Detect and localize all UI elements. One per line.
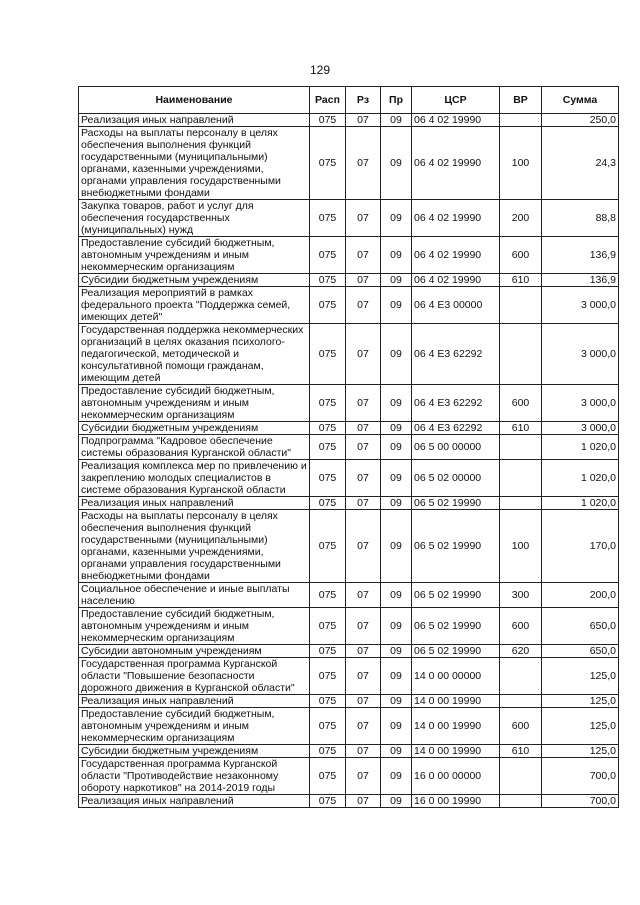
cell-rz: 07 <box>346 200 381 237</box>
cell-vr <box>500 695 542 708</box>
cell-name: Расходы на выплаты персоналу в целях обеспечения выполнения функций государственными (муниципальными) органами, казенными учреждениями, органами управления государственными внебюджетными фондами <box>79 127 310 200</box>
table-row <box>79 422 619 435</box>
cell-pr: 09 <box>381 645 412 658</box>
cell-name: Реализация иных направлений <box>79 695 310 708</box>
cell-name: Реализация мероприятий в рамках федерального проекта "Поддержка семей, имеющих детей" <box>79 287 310 324</box>
cell-pr: 09 <box>381 200 412 237</box>
cell-rz: 07 <box>346 510 381 583</box>
cell-csr: 06 5 02 19990 <box>412 510 500 583</box>
cell-vr <box>500 758 542 795</box>
cell-vr: 200 <box>500 200 542 237</box>
cell-pr: 09 <box>381 237 412 274</box>
cell-sum: 250,0 <box>542 114 619 127</box>
cell-pr: 09 <box>381 385 412 422</box>
cell-rz: 07 <box>346 274 381 287</box>
table-row <box>79 274 619 287</box>
table-row <box>79 583 619 608</box>
cell-sum: 125,0 <box>542 695 619 708</box>
cell-rasp: 075 <box>310 795 346 808</box>
cell-rz: 07 <box>346 324 381 385</box>
cell-csr: 06 4 02 19990 <box>412 127 500 200</box>
cell-csr: 06 5 02 19990 <box>412 608 500 645</box>
cell-name: Предоставление субсидий бюджетным, автономным учреждениям и иным некоммерческим организациям <box>79 608 310 645</box>
cell-pr: 09 <box>381 695 412 708</box>
cell-name: Социальное обеспечение и иные выплаты населению <box>79 583 310 608</box>
cell-rasp: 075 <box>310 645 346 658</box>
cell-rz: 07 <box>346 460 381 497</box>
cell-vr: 600 <box>500 237 542 274</box>
cell-name: Государственная программа Курганской области "Повышение безопасности дорожного движения в Курганской области" <box>79 658 310 695</box>
cell-vr <box>500 287 542 324</box>
cell-vr: 610 <box>500 422 542 435</box>
cell-sum: 125,0 <box>542 658 619 695</box>
cell-sum: 1 020,0 <box>542 497 619 510</box>
cell-sum: 136,9 <box>542 237 619 274</box>
cell-pr: 09 <box>381 422 412 435</box>
cell-rasp: 075 <box>310 497 346 510</box>
cell-name: Реализация иных направлений <box>79 497 310 510</box>
cell-csr: 06 5 02 19990 <box>412 497 500 510</box>
cell-rasp: 075 <box>310 708 346 745</box>
table-row <box>79 695 619 708</box>
cell-csr: 14 0 00 19990 <box>412 708 500 745</box>
cell-name: Предоставление субсидий бюджетным, автономным учреждениям и иным некоммерческим организациям <box>79 237 310 274</box>
cell-rasp: 075 <box>310 758 346 795</box>
cell-rasp: 075 <box>310 583 346 608</box>
cell-sum: 700,0 <box>542 795 619 808</box>
cell-csr: 16 0 00 19990 <box>412 795 500 808</box>
cell-rasp: 075 <box>310 695 346 708</box>
cell-vr <box>500 435 542 460</box>
cell-rasp: 075 <box>310 274 346 287</box>
cell-sum: 3 000,0 <box>542 422 619 435</box>
table-row <box>79 608 619 645</box>
cell-name: Государственная поддержка некоммерческих организаций в целях оказания психолого-педагогической, методической и консультативной помощи гражданам, имеющим детей <box>79 324 310 385</box>
table-body <box>79 114 619 808</box>
cell-rz: 07 <box>346 583 381 608</box>
header-csr: ЦСР <box>412 87 500 114</box>
cell-vr <box>500 658 542 695</box>
cell-pr: 09 <box>381 658 412 695</box>
cell-rz: 07 <box>346 758 381 795</box>
cell-name: Подпрограмма "Кадровое обеспечение системы образования Курганской области" <box>79 435 310 460</box>
cell-vr <box>500 114 542 127</box>
cell-csr: 06 4 02 19990 <box>412 200 500 237</box>
cell-csr: 06 4 E3 62292 <box>412 324 500 385</box>
cell-rasp: 075 <box>310 608 346 645</box>
cell-pr: 09 <box>381 758 412 795</box>
cell-sum: 1 020,0 <box>542 435 619 460</box>
cell-vr: 300 <box>500 583 542 608</box>
cell-rz: 07 <box>346 708 381 745</box>
cell-rz: 07 <box>346 658 381 695</box>
cell-csr: 06 5 02 00000 <box>412 460 500 497</box>
cell-vr <box>500 324 542 385</box>
cell-name: Реализация иных направлений <box>79 114 310 127</box>
table-row <box>79 645 619 658</box>
cell-rz: 07 <box>346 608 381 645</box>
cell-sum: 136,9 <box>542 274 619 287</box>
cell-sum: 170,0 <box>542 510 619 583</box>
cell-sum: 700,0 <box>542 758 619 795</box>
cell-name: Субсидии автономным учреждениям <box>79 645 310 658</box>
cell-csr: 06 4 02 19990 <box>412 114 500 127</box>
table-row <box>79 510 619 583</box>
cell-rz: 07 <box>346 795 381 808</box>
cell-rasp: 075 <box>310 324 346 385</box>
header-rz: Рз <box>346 87 381 114</box>
table-row <box>79 795 619 808</box>
cell-pr: 09 <box>381 745 412 758</box>
cell-rz: 07 <box>346 497 381 510</box>
cell-sum: 24,3 <box>542 127 619 200</box>
cell-sum: 200,0 <box>542 583 619 608</box>
header-pr: Пр <box>381 87 412 114</box>
cell-name: Субсидии бюджетным учреждениям <box>79 274 310 287</box>
cell-pr: 09 <box>381 510 412 583</box>
cell-csr: 06 4 02 19990 <box>412 237 500 274</box>
table-row <box>79 435 619 460</box>
table-row <box>79 745 619 758</box>
cell-pr: 09 <box>381 583 412 608</box>
cell-vr <box>500 795 542 808</box>
cell-vr: 100 <box>500 127 542 200</box>
header-sum: Сумма <box>542 87 619 114</box>
header-vr: ВР <box>500 87 542 114</box>
cell-rasp: 075 <box>310 237 346 274</box>
cell-csr: 06 5 02 19990 <box>412 583 500 608</box>
cell-csr: 06 5 00 00000 <box>412 435 500 460</box>
cell-name: Закупка товаров, работ и услуг для обеспечения государственных (муниципальных) нужд <box>79 200 310 237</box>
cell-rasp: 075 <box>310 200 346 237</box>
cell-sum: 125,0 <box>542 745 619 758</box>
table-row <box>79 287 619 324</box>
cell-vr: 610 <box>500 274 542 287</box>
cell-rz: 07 <box>346 435 381 460</box>
table-row <box>79 127 619 200</box>
cell-name: Реализация комплекса мер по привлечению и закреплению молодых специалистов в системе образования Курганской области <box>79 460 310 497</box>
cell-vr <box>500 460 542 497</box>
cell-vr <box>500 497 542 510</box>
cell-csr: 06 5 02 19990 <box>412 645 500 658</box>
page-number: 129 <box>309 63 331 77</box>
cell-name: Субсидии бюджетным учреждениям <box>79 422 310 435</box>
cell-rasp: 075 <box>310 745 346 758</box>
table-row <box>79 758 619 795</box>
cell-pr: 09 <box>381 114 412 127</box>
cell-rz: 07 <box>346 287 381 324</box>
cell-rz: 07 <box>346 385 381 422</box>
cell-vr: 600 <box>500 608 542 645</box>
cell-csr: 06 4 E3 62292 <box>412 422 500 435</box>
cell-sum: 650,0 <box>542 608 619 645</box>
table-row <box>79 497 619 510</box>
cell-name: Субсидии бюджетным учреждениям <box>79 745 310 758</box>
cell-csr: 14 0 00 00000 <box>412 658 500 695</box>
cell-rz: 07 <box>346 422 381 435</box>
cell-sum: 3 000,0 <box>542 287 619 324</box>
cell-name: Предоставление субсидий бюджетным, автономным учреждениям и иным некоммерческим организациям <box>79 385 310 422</box>
cell-rz: 07 <box>346 127 381 200</box>
table-row <box>79 237 619 274</box>
cell-sum: 88,8 <box>542 200 619 237</box>
table-row <box>79 385 619 422</box>
cell-pr: 09 <box>381 324 412 385</box>
cell-pr: 09 <box>381 274 412 287</box>
cell-pr: 09 <box>381 708 412 745</box>
cell-rasp: 075 <box>310 460 346 497</box>
cell-csr: 06 4 02 19990 <box>412 274 500 287</box>
cell-pr: 09 <box>381 435 412 460</box>
budget-table <box>78 86 619 808</box>
cell-pr: 09 <box>381 127 412 200</box>
cell-vr: 610 <box>500 745 542 758</box>
cell-csr: 14 0 00 19990 <box>412 745 500 758</box>
cell-vr: 100 <box>500 510 542 583</box>
cell-sum: 3 000,0 <box>542 385 619 422</box>
header-rasp: Расп <box>310 87 346 114</box>
cell-pr: 09 <box>381 497 412 510</box>
cell-rasp: 075 <box>310 658 346 695</box>
cell-pr: 09 <box>381 287 412 324</box>
cell-name: Государственная программа Курганской области "Противодействие незаконному обороту наркотиков" на 2014-2019 годы <box>79 758 310 795</box>
cell-rz: 07 <box>346 745 381 758</box>
cell-vr: 620 <box>500 645 542 658</box>
cell-rasp: 075 <box>310 127 346 200</box>
cell-csr: 06 4 E3 00000 <box>412 287 500 324</box>
cell-rz: 07 <box>346 114 381 127</box>
table-row <box>79 460 619 497</box>
cell-pr: 09 <box>381 460 412 497</box>
cell-rasp: 075 <box>310 385 346 422</box>
cell-csr: 14 0 00 19990 <box>412 695 500 708</box>
cell-name: Расходы на выплаты персоналу в целях обеспечения выполнения функций государственными (муниципальными) органами, казенными учреждениями, органами управления государственными внебюджетными фондами <box>79 510 310 583</box>
table-header-row <box>79 87 619 114</box>
cell-sum: 125,0 <box>542 708 619 745</box>
cell-csr: 16 0 00 00000 <box>412 758 500 795</box>
table-row <box>79 658 619 695</box>
cell-rasp: 075 <box>310 287 346 324</box>
cell-rasp: 075 <box>310 435 346 460</box>
table-row <box>79 200 619 237</box>
header-name: Наименование <box>79 87 310 114</box>
cell-sum: 650,0 <box>542 645 619 658</box>
cell-pr: 09 <box>381 795 412 808</box>
cell-pr: 09 <box>381 608 412 645</box>
cell-csr: 06 4 E3 62292 <box>412 385 500 422</box>
cell-sum: 1 020,0 <box>542 460 619 497</box>
cell-vr: 600 <box>500 385 542 422</box>
cell-rasp: 075 <box>310 114 346 127</box>
cell-rasp: 075 <box>310 422 346 435</box>
table-row <box>79 324 619 385</box>
cell-rasp: 075 <box>310 510 346 583</box>
cell-rz: 07 <box>346 645 381 658</box>
cell-rz: 07 <box>346 237 381 274</box>
cell-sum: 3 000,0 <box>542 324 619 385</box>
cell-rz: 07 <box>346 695 381 708</box>
cell-vr: 600 <box>500 708 542 745</box>
table-row <box>79 708 619 745</box>
cell-name: Предоставление субсидий бюджетным, автономным учреждениям и иным некоммерческим организациям <box>79 708 310 745</box>
table-row <box>79 114 619 127</box>
cell-name: Реализация иных направлений <box>79 795 310 808</box>
